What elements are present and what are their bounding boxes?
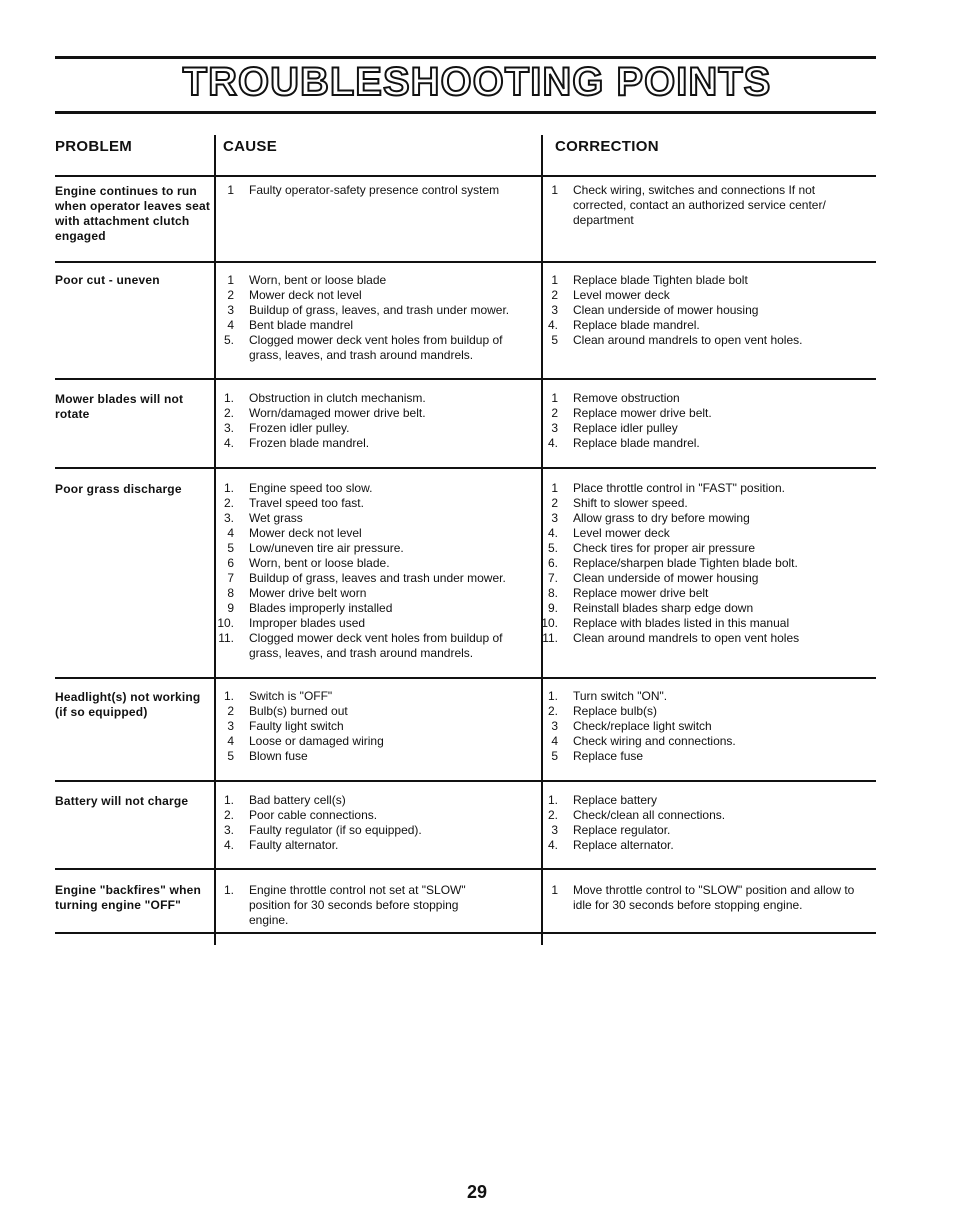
- list-item: [214, 391, 534, 406]
- correction-list: [538, 883, 858, 913]
- list-item: [538, 511, 868, 526]
- item-number: 2.: [223, 496, 234, 510]
- row-separator: [55, 261, 876, 263]
- list-item: [538, 556, 868, 571]
- item-text: Frozen blade mandrel.: [249, 436, 370, 450]
- item-text: Buildup of grass, leaves and trash under mower.: [249, 571, 506, 585]
- item-text: Improper blades used: [249, 616, 366, 630]
- list-item: [214, 481, 534, 496]
- cause-list: [214, 883, 484, 928]
- list-item: [214, 421, 534, 436]
- list-item: [538, 808, 868, 823]
- cause-list: [214, 273, 534, 363]
- item-text: Buildup of grass, leaves, and trash under mower.: [249, 303, 510, 317]
- item-text: Blades improperly installed: [249, 601, 393, 615]
- title-top-rule: [55, 56, 876, 59]
- item-text: Mower drive belt worn: [249, 586, 367, 600]
- item-number: 9: [227, 601, 234, 615]
- item-text: Clogged mower deck vent holes from buildup of grass, leaves, and trash around mandrels.: [249, 631, 503, 660]
- item-text: Clogged mower deck vent holes from buildup of grass, leaves, and trash around mandrels.: [249, 333, 503, 362]
- item-number: 6: [227, 556, 234, 570]
- page-title: TROUBLESHOOTING POINTS: [182, 60, 772, 104]
- item-text: Obstruction in clutch mechanism.: [249, 391, 426, 405]
- item-number: 10.: [217, 616, 234, 630]
- item-text: Bad battery cell(s): [249, 793, 346, 807]
- item-number: 1: [551, 273, 558, 287]
- row-separator: [55, 932, 876, 934]
- item-number: 1: [227, 273, 234, 287]
- item-text: Check wiring, switches and connections If not corrected, contact an authorized service center/ department: [573, 183, 826, 227]
- list-item: [538, 333, 868, 348]
- item-number: 3: [227, 303, 234, 317]
- item-number: 4.: [547, 838, 558, 852]
- correction-list: [538, 481, 868, 646]
- list-item: [538, 481, 868, 496]
- list-item: [214, 273, 534, 288]
- item-text: Replace mower drive belt.: [573, 406, 712, 420]
- list-item: [538, 288, 868, 303]
- item-text: Clean underside of mower housing: [573, 571, 759, 585]
- cause-list: [214, 689, 534, 764]
- list-item: [214, 496, 534, 511]
- item-text: Replace blade Tighten blade bolt: [573, 273, 748, 287]
- problem-text: Engine continues to run when operator leaves seat with attachment clutch engaged: [55, 184, 211, 243]
- list-item: [538, 719, 868, 734]
- item-number: 5: [551, 749, 558, 763]
- cause-list: [214, 481, 534, 661]
- item-text: Worn, bent or loose blade: [249, 273, 387, 287]
- item-text: Check wiring and connections.: [573, 734, 736, 748]
- item-text: Clean around mandrels to open vent holes.: [573, 333, 803, 347]
- item-text: Worn/damaged mower drive belt.: [249, 406, 426, 420]
- list-item: [538, 273, 868, 288]
- item-number: 4.: [547, 436, 558, 450]
- list-item: [538, 318, 868, 333]
- item-number: 1.: [223, 481, 234, 495]
- row-separator: [55, 175, 876, 177]
- correction-list: [538, 689, 868, 764]
- item-number: 5: [227, 749, 234, 763]
- item-text: Faulty operator-safety presence control system: [249, 183, 500, 197]
- item-text: Turn switch "ON".: [573, 689, 668, 703]
- item-number: 1.: [223, 883, 234, 897]
- list-item: [214, 734, 534, 749]
- list-item: [538, 823, 868, 838]
- list-item: [538, 571, 868, 586]
- list-item: [538, 616, 868, 631]
- item-number: 1: [227, 183, 234, 197]
- item-text: Engine throttle control not set at "SLOW" position for 30 seconds before stopping engine.: [249, 883, 466, 927]
- item-number: 4.: [547, 318, 558, 332]
- item-number: 1.: [223, 793, 234, 807]
- page-number: 29: [466, 1182, 488, 1202]
- item-text: Blown fuse: [249, 749, 308, 763]
- item-number: 7.: [547, 571, 558, 585]
- list-item: [538, 303, 868, 318]
- problem-text: Poor grass discharge: [55, 482, 182, 496]
- item-number: 1: [551, 481, 558, 495]
- list-item: [538, 496, 868, 511]
- item-text: Loose or damaged wiring: [249, 734, 384, 748]
- item-text: Frozen idler pulley.: [249, 421, 350, 435]
- item-number: 3: [551, 511, 558, 525]
- problem-text: Mower blades will not rotate: [55, 392, 184, 421]
- header-problem: PROBLEM: [55, 138, 133, 155]
- list-item: [214, 556, 534, 571]
- item-text: Replace regulator.: [573, 823, 671, 837]
- item-text: Poor cable connections.: [249, 808, 378, 822]
- item-text: Mower deck not level: [249, 288, 362, 302]
- item-number: 2: [227, 288, 234, 302]
- list-item: [214, 719, 534, 734]
- item-text: Clean underside of mower housing: [573, 303, 759, 317]
- list-item: [214, 808, 534, 823]
- list-item: [538, 689, 868, 704]
- item-number: 11.: [542, 631, 558, 645]
- list-item: [214, 689, 534, 704]
- item-number: 1: [551, 391, 558, 405]
- item-number: 1.: [547, 793, 558, 807]
- list-item: [538, 183, 868, 228]
- list-item: [538, 704, 868, 719]
- item-number: 3: [551, 823, 558, 837]
- item-number: 5.: [223, 333, 234, 347]
- list-item: [538, 541, 868, 556]
- item-text: Replace mower drive belt: [573, 586, 709, 600]
- list-item: [214, 318, 534, 333]
- problem-text: Headlight(s) not working (if so equipped): [55, 690, 201, 719]
- item-number: 3: [227, 719, 234, 733]
- item-number: 2: [227, 704, 234, 718]
- item-number: 5.: [547, 541, 558, 555]
- list-item: [538, 749, 868, 764]
- item-number: 2.: [223, 406, 234, 420]
- item-number: 3: [551, 303, 558, 317]
- correction-list: [538, 273, 868, 348]
- item-text: Faulty regulator (if so equipped).: [249, 823, 422, 837]
- list-item: [214, 511, 534, 526]
- item-text: Replace/sharpen blade Tighten blade bolt.: [573, 556, 798, 570]
- list-item: [214, 586, 534, 601]
- list-item: [538, 391, 868, 406]
- item-text: Check/replace light switch: [573, 719, 712, 733]
- item-text: Replace fuse: [573, 749, 644, 763]
- list-item: [214, 704, 534, 719]
- list-item: [538, 421, 868, 436]
- correction-list: [538, 183, 868, 228]
- row-separator: [55, 677, 876, 679]
- list-item: [214, 571, 534, 586]
- list-item: [214, 838, 534, 853]
- correction-list: [538, 391, 868, 451]
- item-number: 1: [551, 183, 558, 197]
- item-number: 2: [551, 496, 558, 510]
- header-cause: CAUSE: [223, 138, 278, 155]
- item-text: Wet grass: [249, 511, 303, 525]
- list-item: [214, 288, 534, 303]
- list-item: [214, 601, 534, 616]
- list-item: [538, 883, 858, 913]
- item-number: 2.: [547, 704, 558, 718]
- item-number: 4: [227, 318, 234, 332]
- item-text: Level mower deck: [573, 526, 670, 540]
- item-number: 5: [227, 541, 234, 555]
- list-item: [214, 406, 534, 421]
- item-number: 8: [227, 586, 234, 600]
- cause-list: [214, 793, 534, 853]
- item-text: Move throttle control to "SLOW" position and allow to idle for 30 seconds before stopping engine.: [573, 883, 855, 912]
- item-number: 9.: [547, 601, 558, 615]
- item-number: 4: [227, 734, 234, 748]
- item-number: 4: [227, 526, 234, 540]
- list-item: [214, 883, 484, 928]
- item-text: Check/clean all connections.: [573, 808, 726, 822]
- item-number: 1: [551, 883, 558, 897]
- item-text: Bulb(s) burned out: [249, 704, 348, 718]
- list-item: [214, 616, 534, 631]
- list-item: [538, 601, 868, 616]
- list-item: [214, 526, 534, 541]
- item-number: 3: [551, 719, 558, 733]
- item-number: 7: [227, 571, 234, 585]
- item-number: 2: [551, 406, 558, 420]
- list-item: [538, 586, 868, 601]
- list-item: [214, 541, 534, 556]
- list-item: [214, 631, 534, 661]
- item-text: Bent blade mandrel: [249, 318, 354, 332]
- list-item: [214, 823, 534, 838]
- item-number: 2.: [547, 808, 558, 822]
- item-text: Replace battery: [573, 793, 658, 807]
- item-number: 1.: [223, 391, 234, 405]
- list-item: [538, 436, 868, 451]
- item-text: Switch is "OFF": [249, 689, 333, 703]
- item-text: Replace with blades listed in this manual: [573, 616, 790, 630]
- item-text: Replace bulb(s): [573, 704, 658, 718]
- problem-text: Poor cut - uneven: [55, 273, 160, 287]
- list-item: [214, 749, 534, 764]
- item-text: Place throttle control in "FAST" position.: [573, 481, 785, 495]
- item-text: Worn, bent or loose blade.: [249, 556, 390, 570]
- item-number: 3: [551, 421, 558, 435]
- item-number: 3.: [223, 823, 234, 837]
- item-number: 6.: [547, 556, 558, 570]
- item-text: Check tires for proper air pressure: [573, 541, 756, 555]
- row-separator: [55, 467, 876, 469]
- item-number: 3.: [223, 421, 234, 435]
- problem-text: Battery will not charge: [55, 794, 189, 808]
- item-text: Low/uneven tire air pressure.: [249, 541, 404, 555]
- item-number: 2.: [223, 808, 234, 822]
- list-item: [538, 406, 868, 421]
- item-number: 4.: [223, 838, 234, 852]
- list-item: [538, 793, 868, 808]
- row-separator: [55, 780, 876, 782]
- list-item: [214, 436, 534, 451]
- row-separator: [55, 868, 876, 870]
- item-text: Faulty light switch: [249, 719, 344, 733]
- item-text: Clean around mandrels to open vent holes: [573, 631, 800, 645]
- item-number: 11.: [218, 631, 234, 645]
- list-item: [214, 333, 534, 363]
- item-number: 2: [551, 288, 558, 302]
- item-text: Replace alternator.: [573, 838, 674, 852]
- title-bottom-rule: [55, 111, 876, 114]
- item-text: Reinstall blades sharp edge down: [573, 601, 754, 615]
- row-separator: [55, 378, 876, 380]
- correction-list: [538, 793, 868, 853]
- item-text: Replace idler pulley: [573, 421, 678, 435]
- item-number: 4.: [223, 436, 234, 450]
- list-item: [538, 838, 868, 853]
- list-item: [538, 526, 868, 541]
- list-item: [538, 631, 868, 646]
- item-text: Level mower deck: [573, 288, 670, 302]
- item-text: Travel speed too fast.: [249, 496, 364, 510]
- item-number: 4.: [547, 526, 558, 540]
- cause-list: [214, 391, 534, 451]
- problem-text: Engine "backfires" when turning engine "OFF": [55, 883, 202, 912]
- item-number: 1.: [223, 689, 234, 703]
- item-number: 8.: [547, 586, 558, 600]
- item-number: 3.: [223, 511, 234, 525]
- item-number: 10.: [541, 616, 558, 630]
- header-correction: CORRECTION: [555, 138, 659, 155]
- item-text: Allow grass to dry before mowing: [573, 511, 750, 525]
- list-item: [538, 734, 868, 749]
- item-text: Remove obstruction: [573, 391, 680, 405]
- item-text: Replace blade mandrel.: [573, 436, 700, 450]
- item-text: Replace blade mandrel.: [573, 318, 700, 332]
- item-number: 4: [551, 734, 558, 748]
- list-item: [214, 183, 534, 198]
- cause-list: [214, 183, 534, 198]
- item-text: Engine speed too slow.: [249, 481, 373, 495]
- item-text: Faulty alternator.: [249, 838, 339, 852]
- list-item: [214, 793, 534, 808]
- item-number: 1.: [547, 689, 558, 703]
- item-text: Mower deck not level: [249, 526, 362, 540]
- item-text: Shift to slower speed.: [573, 496, 688, 510]
- item-number: 5: [551, 333, 558, 347]
- list-item: [214, 303, 534, 318]
